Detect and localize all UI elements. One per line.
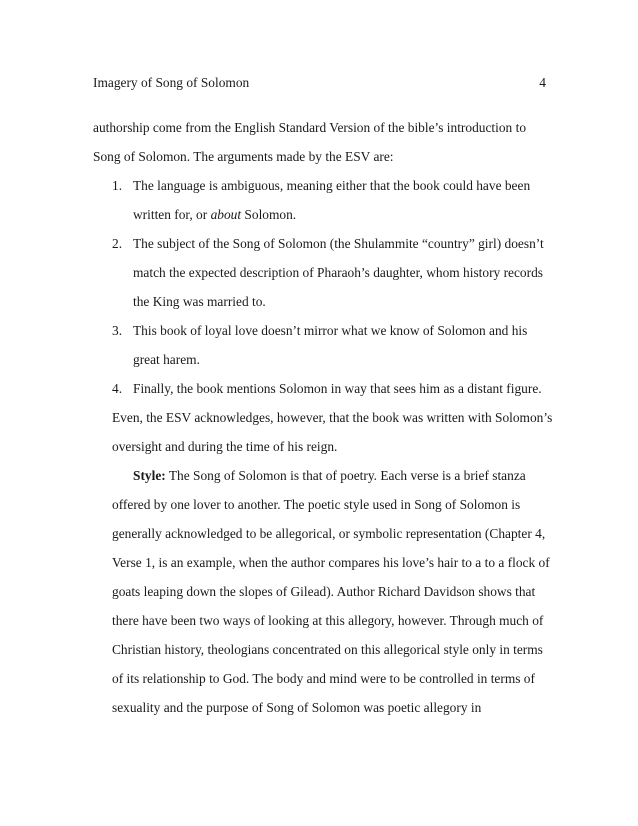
list-item-text: match the expected description of Pharaoh’s daughter, whom history records [133,265,543,280]
body-text-line: there have been two ways of looking at this allegory, however. Through much of [112,613,544,628]
body-text-line: offered by one lover to another. The poetic style used in Song of Solomon is [112,497,521,512]
body-text-line: sexuality and the purpose of Song of Solomon was poetic allegory in [112,700,482,715]
list-item-marker: 2. [112,236,123,251]
body-text-line: generally acknowledged to be allegorical, or symbolic representation (Chapter 4, [112,526,546,541]
style-paragraph-first-line [133,466,526,486]
list-item-text: This book of loyal love doesn’t mirror what we know of Solomon and his [133,323,528,338]
list-item-text-segment: written for, or [133,207,211,222]
section-label: Style: [133,468,166,483]
list-item-text: The language is ambiguous, meaning either that the book could have been [133,178,531,193]
emphasized-word: about [210,207,242,222]
list-item-text: the King was married to. [133,294,266,309]
body-text-line: goats leaping down the slopes of Gilead). Author Richard Davidson shows that [112,584,536,599]
list-item-text: Finally, the book mentions Solomon in way that sees him as a distant figure. [133,381,542,396]
body-text-line: Even, the ESV acknowledges, however, that the book was written with Solomon’s [112,410,553,425]
list-item-text: The subject of the Song of Solomon (the Shulammite “country” girl) doesn’t [133,236,544,251]
running-head: Imagery of Song of Solomon [93,75,250,90]
body-text-line: Verse 1, is an example, when the author compares his love’s hair to a to a flock of [112,555,550,570]
body-text-line: authorship come from the English Standard Version of the bible’s introduction to [93,120,527,135]
body-text-line: of its relationship to God. The body and mind were to be controlled in terms of [112,671,535,686]
page-number: 4 [539,75,546,90]
body-text-line: Song of Solomon. The arguments made by the ESV are: [93,149,394,164]
list-item-text [133,205,296,225]
body-text-line: Christian history, theologians concentrated on this allegorical style only in terms [112,642,543,657]
list-item-marker: 4. [112,381,123,396]
list-item-marker: 1. [112,178,123,193]
list-item-text-segment: Solomon. [241,207,297,222]
page-header [93,73,546,93]
body-text-line: oversight and during the time of his reign. [112,439,338,454]
body-text-segment: The Song of Solomon is that of poetry. Each verse is a brief stanza [165,468,526,483]
list-item-text: great harem. [133,352,200,367]
list-item-marker: 3. [112,323,123,338]
